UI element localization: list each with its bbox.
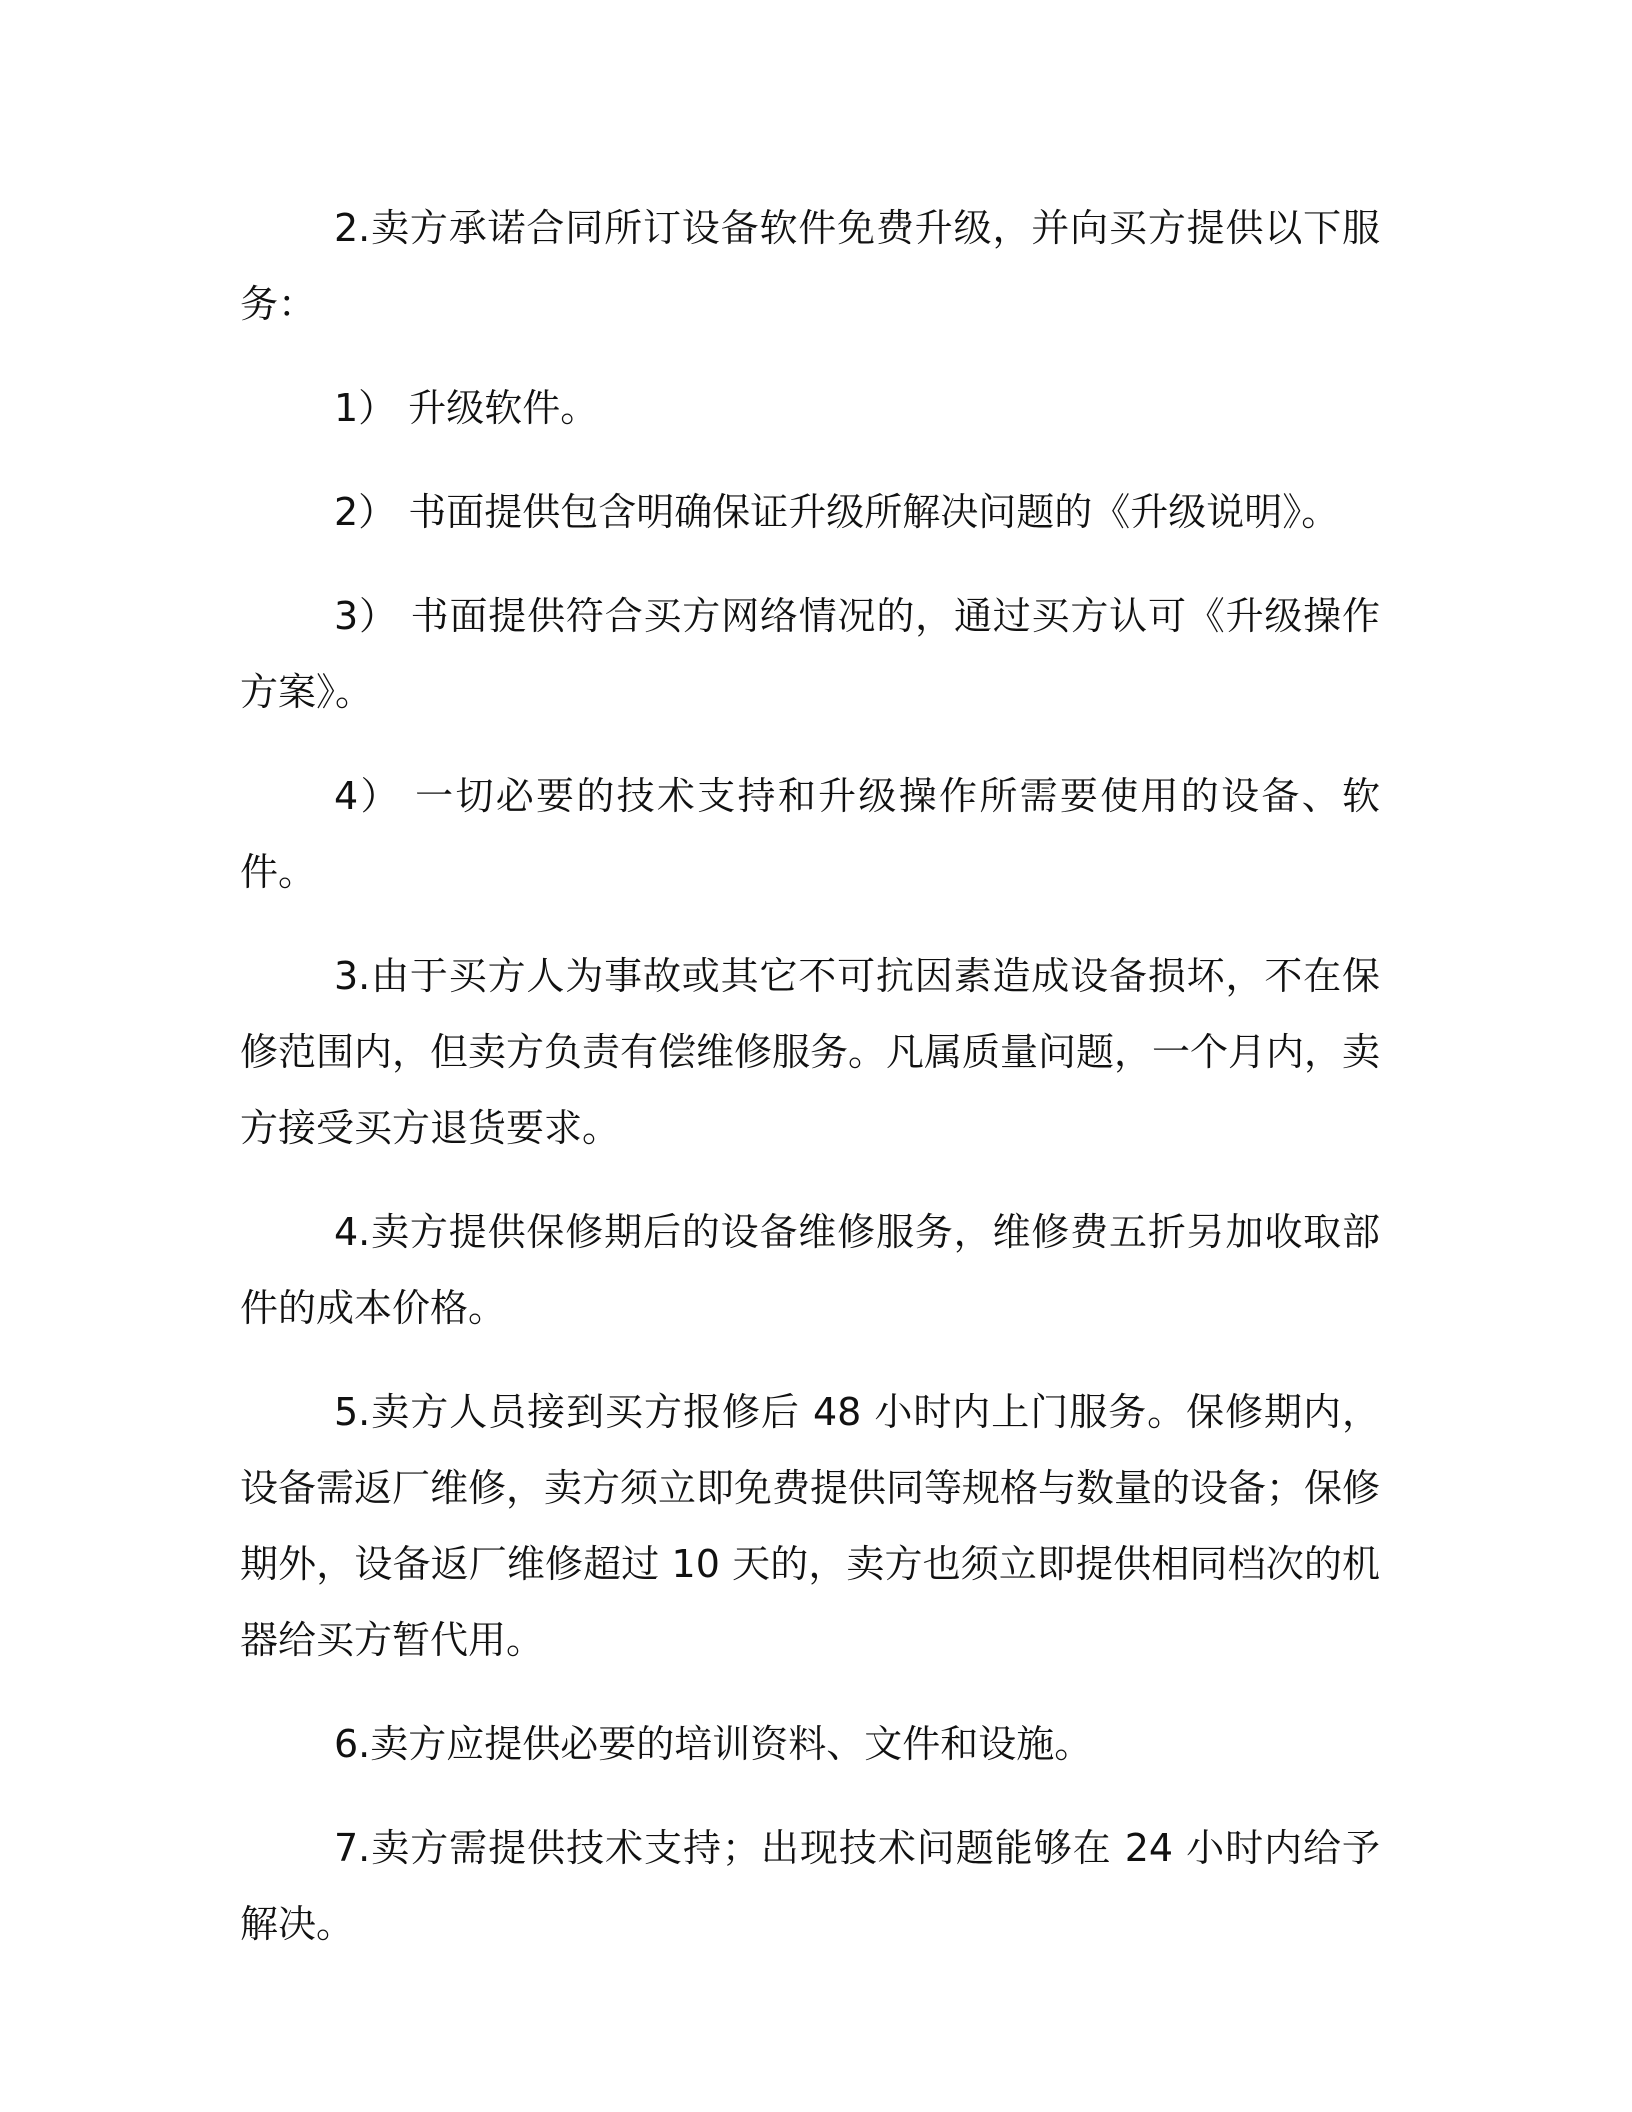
paragraph-clause-7: 7.卖方需提供技术支持；出现技术问题能够在 24 小时内给予解决。	[240, 1826, 1380, 1946]
paragraph-item-3: 3） 书面提供符合买方网络情况的，通过买方认可《升级操作方案》。	[240, 594, 1380, 714]
paragraph-clause-4: 4.卖方提供保修期后的设备维修服务，维修费五折另加收取部件的成本价格。	[240, 1210, 1380, 1330]
paragraph-item-2: 2） 书面提供包含明确保证升级所解决问题的《升级说明》。	[334, 490, 1340, 534]
paragraph-item-4: 4） 一切必要的技术支持和升级操作所需要使用的设备、软件。	[240, 774, 1380, 894]
paragraph-clause-6: 6.卖方应提供必要的培训资料、文件和设施。	[334, 1722, 1093, 1766]
paragraph-item-1: 1） 升级软件。	[334, 386, 599, 430]
paragraph-clause-5: 5.卖方人员接到买方报修后 48 小时内上门服务。保修期内，设备需返厂维修，卖方须立即免费提供同等规格与数量的设备；保修期外，设备返厂维修超过 10 天的，卖方也须立即提供相同档次的机器给买方暂代用。	[240, 1390, 1381, 1662]
document-body	[240, 190, 1380, 1990]
paragraph-clause-2: 2.卖方承诺合同所订设备软件免费升级，并向买方提供以下服务：	[240, 206, 1380, 326]
paragraph-clause-3: 3.由于买方人为事故或其它不可抗因素造成设备损坏，不在保修范围内，但卖方负责有偿维修服务。凡属质量问题，一个月内，卖方接受买方退货要求。	[240, 954, 1381, 1150]
